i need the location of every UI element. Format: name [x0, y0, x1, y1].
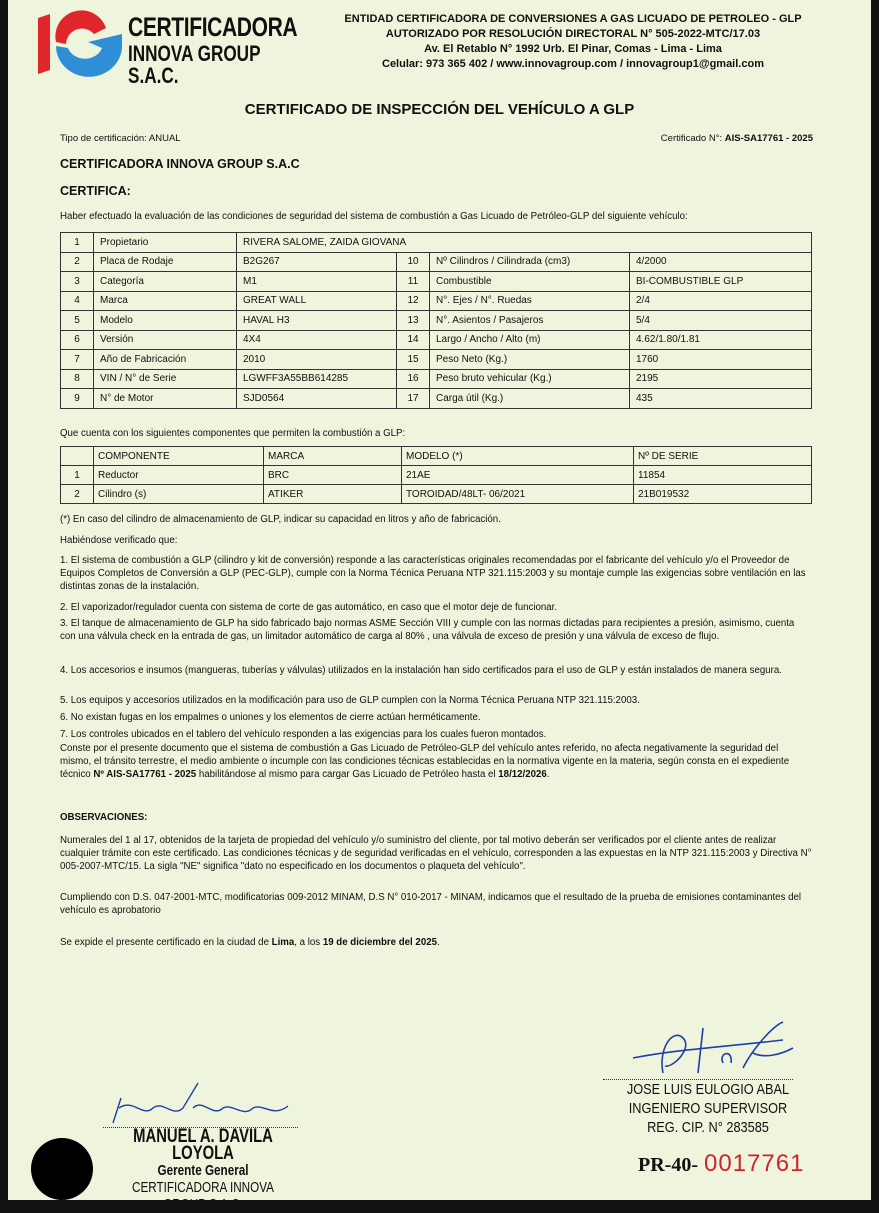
certificate-page [8, 0, 871, 1213]
header-cell: MARCA [264, 447, 402, 466]
verified-intro: Habiéndose verificado que: [60, 535, 178, 546]
supervisor-role: INGENIERO SUPERVISOR [628, 1100, 788, 1117]
row-number: 10 [397, 252, 430, 272]
verification-item: 1. El sistema de combustión a GLP (cilindro y kit de conversión) responde a las características originales recomendadas por el fabricante del vehículo y/o el Proveedor de Equipos Completos de Conversión a GLP (PEC-GLP), cumple con la Norma Técnica Peruana NTP 321.115:2003 y su montaje cumple las exigencias sobre ventilación en las distintas zonas de la instalación. [60, 555, 806, 592]
field-value: GREAT WALL [237, 291, 397, 311]
company-logo [36, 8, 298, 88]
supervisor-reg: REG. CIP. N° 283585 [647, 1119, 769, 1136]
table-row [61, 311, 812, 331]
issue-mid: , a los [294, 937, 323, 948]
issue-pre: Se expide el presente certificado en la ciudad de [60, 937, 272, 948]
field-value: 5/4 [630, 311, 812, 331]
verification-item: 3. El tanque de almacenamiento de GLP ha sido fabricado bajo normas ASME Sección VIII y cumple con las normas dictadas para recipientes a presión, asimismo, cuenta con una válvula check en la entrada de gas, un limitador automático de carga al 80% , una válvula de exceso de presión y una válvula de exceso de flujo. [60, 618, 795, 642]
row-number: 3 [61, 272, 94, 292]
address-line: Av. El Retablo N° 1992 Urb. El Pinar, Comas - Lima - Lima [424, 43, 722, 55]
verification-item: 2. El vaporizador/regulador cuenta con sistema de corte de gas automático, en caso que el motor deje de funcionar. [60, 602, 558, 613]
certificate-number [661, 133, 813, 144]
component-name: Cilindro (s) [94, 485, 264, 504]
supervisor-name: JOSE LUIS EULOGIO ABAL [626, 1081, 790, 1098]
verification-item: 4. Los accesorios e insumos (mangueras, tuberías y válvulas) utilizados en la instalación han sido certificados para el uso de GLP y están instalados de manera segura. [60, 665, 782, 676]
field-label: Placa de Rodaje [94, 252, 237, 272]
component-serial: 21B019532 [634, 485, 812, 504]
field-value: 4.62/1.80/1.81 [630, 330, 812, 350]
row-number: 14 [397, 330, 430, 350]
field-label: Combustible [430, 272, 630, 292]
components-table [60, 446, 812, 504]
verification-item: 6. No existan fugas en los empalmes o uniones y los elementos de cierre actúan herméticamente. [60, 712, 481, 723]
header-cell: COMPONENTE [94, 447, 264, 466]
header-cell: MODELO (*) [402, 447, 634, 466]
field-label: VIN / N° de Serie [94, 369, 237, 389]
field-label: Modelo [94, 311, 237, 331]
field-value: HAVAL H3 [237, 311, 397, 331]
row-number: 1 [61, 233, 94, 253]
row-number: 8 [61, 369, 94, 389]
field-value: M1 [237, 272, 397, 292]
certifica-heading: CERTIFICA: [60, 184, 131, 198]
verification-item: 5. Los equipos y accesorios utilizados en la modificación para uso de GLP cumplen con la Norma Técnica Peruana NTP 321.115:2003. [60, 695, 640, 706]
component-serial: 11854 [634, 466, 812, 485]
row-number: 12 [397, 291, 430, 311]
field-value: 1760 [630, 350, 812, 370]
field-value: SJD0564 [237, 389, 397, 409]
table-row [61, 350, 812, 370]
ig-logo-icon [36, 12, 124, 74]
component-name: Reductor [94, 466, 264, 485]
observation-paragraph: Cumpliendo con D.S. 047-2001-MTC, modificatorias 009-2012 MINAM, D.S N° 010-2017 - MINAM, indicamos que el resultado de la prueba de emisiones contaminantes del vehículo es aprobatorio [60, 892, 802, 916]
table-row [61, 369, 812, 389]
contact-line: Celular: 973 365 402 / www.innovagroup.com / innovagroup1@gmail.com [382, 58, 764, 70]
certification-type: Tipo de certificación: ANUAL [60, 133, 181, 144]
field-label: N°. Asientos / Pasajeros [430, 311, 630, 331]
verification-item: 7. Los controles ubicados en el tablero del vehículo responden a las exigencias para los cuales fueron montados. [60, 729, 547, 740]
row-number: 5 [61, 311, 94, 331]
form-serial [638, 1150, 804, 1178]
expediente-number: Nº AIS-SA17761 - 2025 [93, 769, 197, 780]
conste-end: . [546, 769, 550, 780]
intro-text: Haber efectuado la evaluación de las condiciones de seguridad del sistema de combustión a Gas Licuado de Petróleo-GLP del siguiente vehículo: [60, 211, 688, 222]
manager-company: CERTIFICADORA INNOVA GROUP S.A.C. [132, 1179, 274, 1213]
row-number: 4 [61, 291, 94, 311]
field-label: Peso bruto vehicular (Kg.) [430, 369, 630, 389]
manager-role: Gerente General [157, 1162, 249, 1179]
redaction-circle [31, 1138, 93, 1200]
row-number: 17 [397, 389, 430, 409]
field-value: 2010 [237, 350, 397, 370]
row-number: 16 [397, 369, 430, 389]
row-number: 1 [61, 466, 94, 485]
field-label: Nº Cilindros / Cilindrada (cm3) [430, 252, 630, 272]
manager-info [125, 1128, 281, 1213]
row-number: 2 [61, 252, 94, 272]
footnote: (*) En caso del cilindro de almacenamiento de GLP, indicar su capacidad en litros y año de fabricación. [60, 514, 501, 525]
field-value: LGWFF3A55BB614285 [237, 369, 397, 389]
header-cell: Nº DE SERIE [634, 447, 812, 466]
row-number: 6 [61, 330, 94, 350]
field-label: Propietario [94, 233, 237, 253]
logo-line2: INNOVA GROUP S.A.C. [128, 41, 261, 88]
component-model: TOROIDAD/48LT- 06/2021 [402, 485, 634, 504]
company-heading: CERTIFICADORA INNOVA GROUP S.A.C [60, 157, 300, 171]
entity-info [308, 12, 838, 72]
authorization-line: AUTORIZADO POR RESOLUCIÓN DIRECTORAL N° 505-2022-MTC/17.03 [385, 28, 761, 40]
component-model: 21AE [402, 466, 634, 485]
issue-statement [60, 936, 812, 949]
header-cell [61, 447, 94, 466]
table-row [61, 272, 812, 292]
issue-date: 19 de diciembre del 2025 [322, 937, 437, 948]
component-brand: ATIKER [264, 485, 402, 504]
row-number: 11 [397, 272, 430, 292]
row-number: 15 [397, 350, 430, 370]
table-row [61, 466, 812, 485]
supervisor-info [619, 1080, 798, 1137]
field-value: RIVERA SALOME, ZAIDA GIOVANA [237, 233, 812, 253]
field-value: 2195 [630, 369, 812, 389]
table-row [61, 330, 812, 350]
field-label: N°. Ejes / N°. Ruedas [430, 291, 630, 311]
handwritten-signature-icon [603, 1018, 803, 1078]
field-label: Peso Neto (Kg.) [430, 350, 630, 370]
letterhead [8, 0, 871, 88]
supervisor-signature-block [603, 1018, 813, 1137]
table-row [61, 252, 812, 272]
issue-end: . [437, 937, 440, 948]
logo-line1: CERTIFICADORA [128, 12, 298, 42]
serial-prefix: PR-40- [638, 1154, 698, 1176]
field-label: N° de Motor [94, 389, 237, 409]
field-label: Marca [94, 291, 237, 311]
row-number: 7 [61, 350, 94, 370]
table-row [61, 291, 812, 311]
manager-name: MANUEL A. DAVILA LOYOLA [133, 1126, 273, 1164]
field-value: 2/4 [630, 291, 812, 311]
logo-text [128, 14, 297, 87]
issue-city: Lima [271, 937, 295, 948]
certificate-number-value: AIS-SA17761 - 2025 [724, 133, 813, 144]
vehicle-table [60, 232, 812, 409]
document-title: CERTIFICADO DE INSPECCIÓN DEL VEHÍCULO A GLP [244, 101, 635, 118]
component-brand: BRC [264, 466, 402, 485]
table-row [61, 233, 812, 253]
field-value: 4/2000 [630, 252, 812, 272]
field-value: 435 [630, 389, 812, 409]
certificate-number-label: Certificado N°: [660, 133, 725, 144]
entity-line: ENTIDAD CERTIFICADORA DE CONVERSIONES A GAS LICUADO DE PETROLEO - GLP [344, 13, 802, 25]
field-label: Categoría [94, 272, 237, 292]
table-row [61, 485, 812, 504]
row-number: 13 [397, 311, 430, 331]
components-intro: Que cuenta con los siguientes componentes que permiten la combustión a GLP: [60, 428, 406, 439]
field-value: BI-COMBUSTIBLE GLP [630, 272, 812, 292]
observation-paragraph: Numerales del 1 al 17, obtenidos de la tarjeta de propiedad del vehículo y/o suministro del cliente, por tal motivo deberán ser verificados por el cliente antes de realizar cualquier trámite con este certificado. Las condiciones técnicas y de seguridad verificadas en el vehículo, corresponden a las expuestas en la NTP 321.115:2003 y Directiva N° 005-2007-MTC/15. La sigla "NE" significa "dato no especificado en los documentos o plaqueta del vehículo". [60, 835, 812, 872]
handwritten-signature-icon [103, 1078, 303, 1128]
conste-paragraph [60, 742, 812, 781]
conste-middle: habilitándose al mismo para cargar Gas Licuado de Petróleo hasta el [196, 769, 499, 780]
field-label: Largo / Ancho / Alto (m) [430, 330, 630, 350]
table-header-row [61, 447, 812, 466]
observaciones-heading: OBSERVACIONES: [60, 812, 148, 823]
conste-text: Conste por el presente documento que el sistema de combustión a Gas Licuado de Petróleo-GLP del vehículo antes referido, no afecta negativamente la seguridad del mismo, el tránsito terrestre, el medio ambiente o incumple con las condiciones técnicas establecidas en la normativa vigente en la materia, según consta en el expediente técnico [60, 743, 790, 780]
field-value: 4X4 [237, 330, 397, 350]
serial-number: 0017761 [703, 1150, 805, 1177]
row-number: 9 [61, 389, 94, 409]
field-label: Año de Fabricación [94, 350, 237, 370]
field-value: B2G267 [237, 252, 397, 272]
table-row [61, 389, 812, 409]
row-number: 2 [61, 485, 94, 504]
field-label: Carga útil (Kg.) [430, 389, 630, 409]
field-label: Versión [94, 330, 237, 350]
manager-signature-block [103, 1078, 303, 1213]
valid-until-date: 18/12/2026 [498, 769, 547, 780]
